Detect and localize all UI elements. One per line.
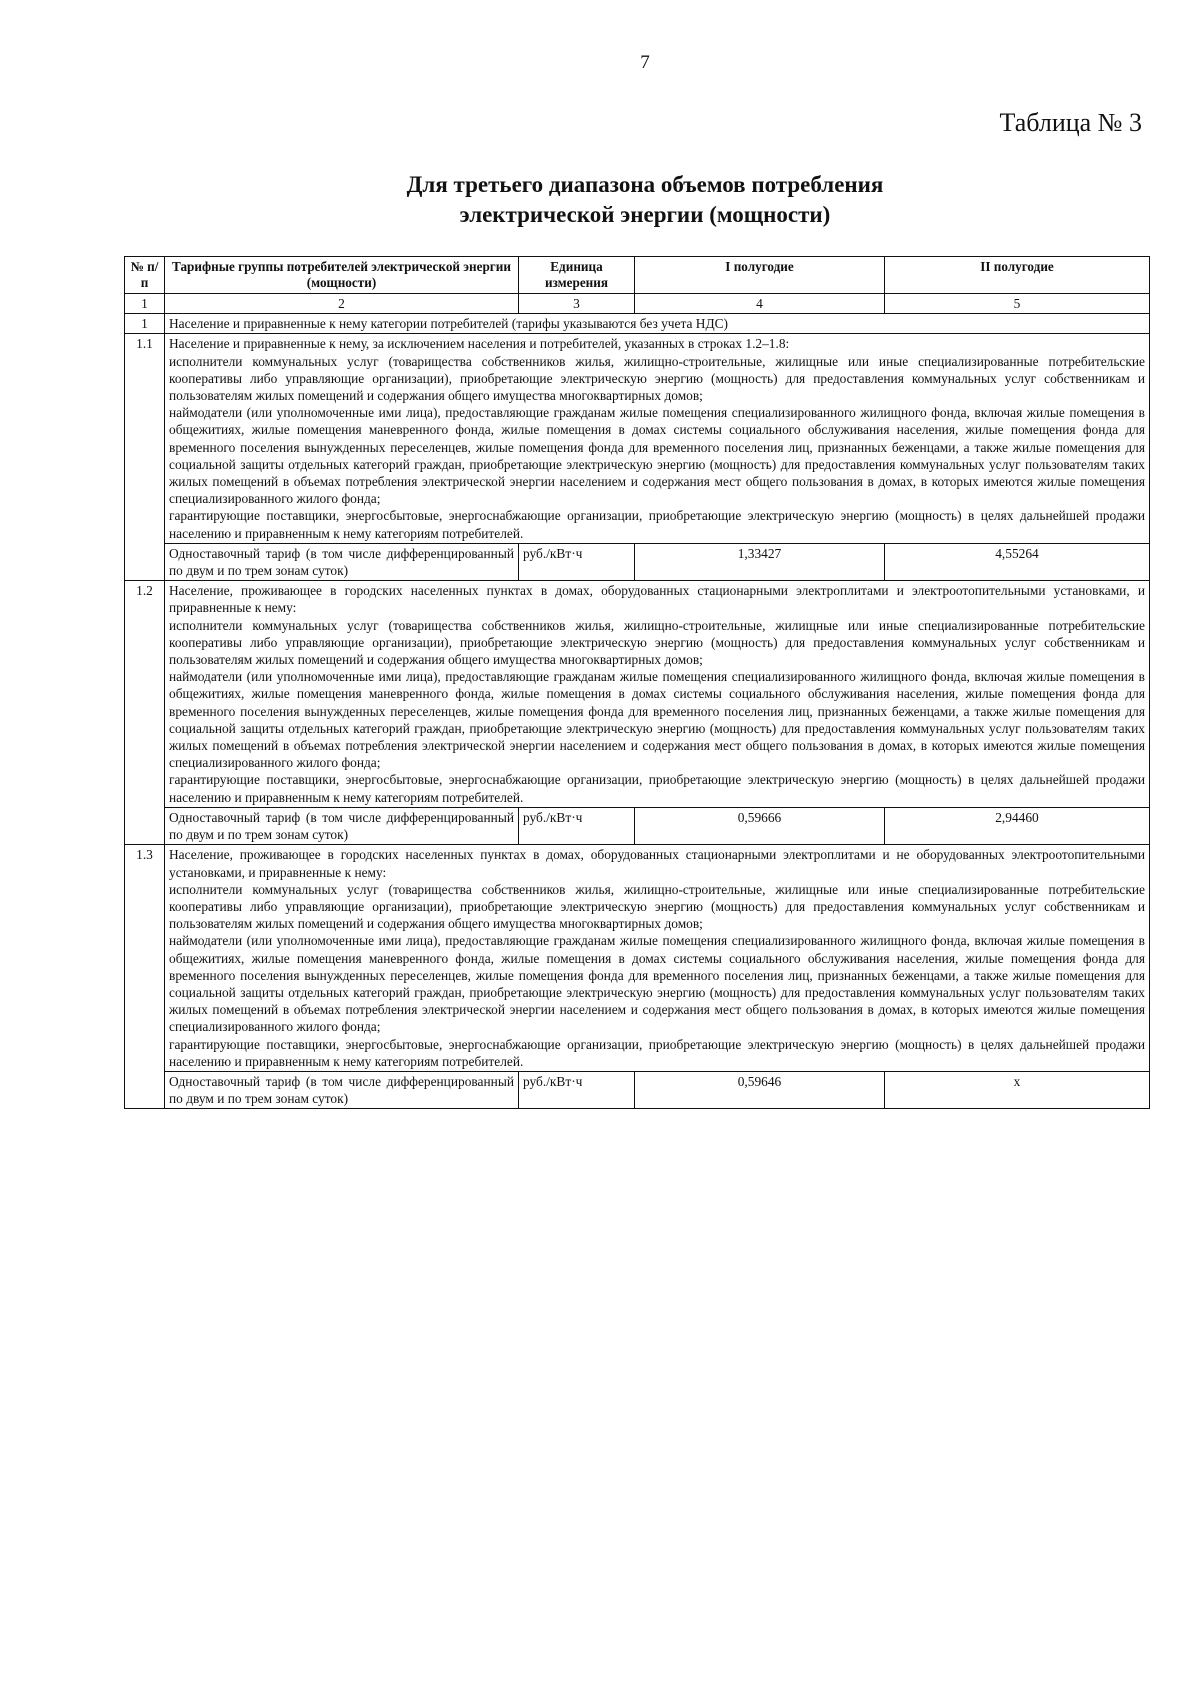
description-paragraph: исполнители коммунальных услуг (товарищества собственников жилья, жилищно-строительные, жилищные или иные специализированные потребительские кооперативы либо управляющие организации), приобретающие электрическую энергию (мощность) для предоставления коммунальных услуг собственникам и пользователям жилых помещений и содержания общего имущества многоквартирных домов;	[169, 881, 1145, 932]
section-text: Население и приравненные к нему категории потребителей (тарифы указываются без учета НДС)	[165, 314, 1150, 334]
row-description	[165, 334, 1150, 543]
tariff-name-text: Одноставочный тариф (в том числе дифференцированный по двум и по трем зонам суток)	[169, 545, 514, 579]
row-num: 1.1	[125, 334, 165, 581]
row-description	[165, 581, 1150, 808]
tariff-name-text: Одноставочный тариф (в том числе дифференцированный по двум и по трем зонам суток)	[169, 809, 514, 843]
tariff-value-half-1: 1,33427	[635, 543, 885, 580]
section-num: 1	[125, 314, 165, 334]
table-row	[125, 334, 1150, 543]
index-cell: 4	[635, 294, 885, 314]
tariff-table	[124, 256, 1150, 1109]
description-paragraph: гарантирующие поставщики, энергосбытовые, энергоснабжающие организации, приобретающие электрическую энергию (мощность) в целях дальнейшей продажи населению и приравненным к нему категориям потребителей.	[169, 772, 1145, 805]
description-paragraph: исполнители коммунальных услуг (товарищества собственников жилья, жилищно-строительные, жилищные или иные специализированные потребительские кооперативы либо управляющие организации), приобретающие электрическую энергию (мощность) для предоставления коммунальных услуг собственникам и пользователям жилых помещений и содержания общего имущества многоквартирных домов;	[169, 617, 1145, 668]
header-half-1: I полугодие	[635, 257, 885, 294]
tariff-name	[165, 543, 519, 580]
header-group: Тарифные группы потребителей электрической энергии (мощности)	[165, 257, 519, 294]
table-row	[125, 581, 1150, 808]
table-label: Таблица № 3	[999, 108, 1142, 137]
table-row	[125, 845, 1150, 1072]
header-unit: Единица измерения	[519, 257, 635, 294]
description-paragraph: исполнители коммунальных услуг (товарищества собственников жилья, жилищно-строительные, жилищные или иные специализированные потребительские кооперативы либо управляющие организации), приобретающие электрическую энергию (мощность) для предоставления коммунальных услуг собственникам и пользователям жилых помещений и содержания общего имущества многоквартирных домов;	[169, 353, 1145, 404]
index-cell: 2	[165, 294, 519, 314]
tariff-name	[165, 807, 519, 844]
description-paragraph: гарантирующие поставщики, энергосбытовые, энергоснабжающие организации, приобретающие электрическую энергию (мощность) в целях дальнейшей продажи населению и приравненным к нему категориям потребителей.	[169, 1036, 1145, 1069]
tariff-value-half-2: х	[885, 1071, 1150, 1108]
index-cell: 1	[125, 294, 165, 314]
title-line-2: электрической энергии (мощности)	[459, 202, 831, 227]
tariff-row	[125, 1071, 1150, 1108]
tariff-value-half-2: 4,55264	[885, 543, 1150, 580]
index-cell: 5	[885, 294, 1150, 314]
row-num: 1.2	[125, 581, 165, 845]
document-title	[0, 170, 1200, 230]
tariff-value-half-1: 0,59646	[635, 1071, 885, 1108]
row-num: 1.3	[125, 845, 165, 1109]
tariff-value-half-2: 2,94460	[885, 807, 1150, 844]
title-line-1: Для третьего диапазона объемов потребления	[406, 172, 884, 197]
index-row	[125, 294, 1150, 314]
tariff-name	[165, 1071, 519, 1108]
description-paragraph: Население, проживающее в городских населенных пунктах в домах, оборудованных стационарными электроплитами и не оборудованных электроотопительными установками, и приравненные к нему:	[169, 847, 1145, 880]
tariff-unit: руб./кВт·ч	[519, 1071, 635, 1108]
tariff-value-half-1: 0,59666	[635, 807, 885, 844]
description-paragraph: наймодатели (или уполномоченные ими лица), предоставляющие гражданам жилые помещения специализированного жилищного фонда, включая жилые помещения в общежитиях, жилые помещения маневренного фонда, жилые помещения в домах системы социального обслуживания населения, жилые помещения фонда для временного поселения вынужденных переселенцев, жилые помещения фонда для временного поселения лиц, признанных беженцами, а также жилые помещения для социальной защиты отдельных категорий граждан, приобретающие электрическую энергию (мощность) для предоставления коммунальных услуг пользователям таких жилых помещений в объемах потребления электрической энергии населением и содержания мест общего пользования в домах, в которых имеются жилые помещения специализированного жилого фонда;	[169, 933, 1145, 1035]
row-description	[165, 845, 1150, 1072]
description-paragraph: Население, проживающее в городских населенных пунктах в домах, оборудованных стационарными электроплитами и электроотопительными установками, и приравненные к нему:	[169, 583, 1145, 616]
description-paragraph: Население и приравненные к нему, за исключением населения и потребителей, указанных в строках 1.2–1.8:	[169, 336, 790, 352]
tariff-name-text: Одноставочный тариф (в том числе дифференцированный по двум и по трем зонам суток)	[169, 1073, 514, 1107]
header-num: № п/п	[125, 257, 165, 294]
table-header-row	[125, 257, 1150, 294]
description-paragraph: наймодатели (или уполномоченные ими лица), предоставляющие гражданам жилые помещения специализированного жилищного фонда, включая жилые помещения в общежитиях, жилые помещения маневренного фонда, жилые помещения в домах системы социального обслуживания населения, жилые помещения фонда для временного поселения вынужденных переселенцев, жилые помещения фонда для временного поселения лиц, признанных беженцами, а также жилые помещения для социальной защиты отдельных категорий граждан, приобретающие электрическую энергию (мощность) для предоставления коммунальных услуг пользователям таких жилых помещений в объемах потребления электрической энергии населением и содержания мест общего пользования в домах, в которых имеются жилые помещения специализированного жилого фонда;	[169, 669, 1145, 771]
tariff-unit: руб./кВт·ч	[519, 807, 635, 844]
page-number: 7	[640, 52, 650, 73]
header-half-2: II полугодие	[885, 257, 1150, 294]
index-cell: 3	[519, 294, 635, 314]
tariff-row	[125, 543, 1150, 580]
description-paragraph: наймодатели (или уполномоченные ими лица), предоставляющие гражданам жилые помещения специализированного жилищного фонда, включая жилые помещения в общежитиях, жилые помещения маневренного фонда, жилые помещения в домах системы социального обслуживания населения, жилые помещения фонда для временного поселения вынужденных переселенцев, жилые помещения фонда для временного поселения лиц, признанных беженцами, а также жилые помещения для социальной защиты отдельных категорий граждан, приобретающие электрическую энергию (мощность) для предоставления коммунальных услуг пользователям таких жилых помещений в объемах потребления электрической энергии населением и содержания мест общего пользования в домах, в которых имеются жилые помещения специализированного жилого фонда;	[169, 405, 1145, 507]
tariff-row	[125, 807, 1150, 844]
section-row	[125, 314, 1150, 334]
description-paragraph: гарантирующие поставщики, энергосбытовые, энергоснабжающие организации, приобретающие электрическую энергию (мощность) в целях дальнейшей продажи населению и приравненным к нему категориям потребителей.	[169, 508, 1145, 541]
tariff-unit: руб./кВт·ч	[519, 543, 635, 580]
